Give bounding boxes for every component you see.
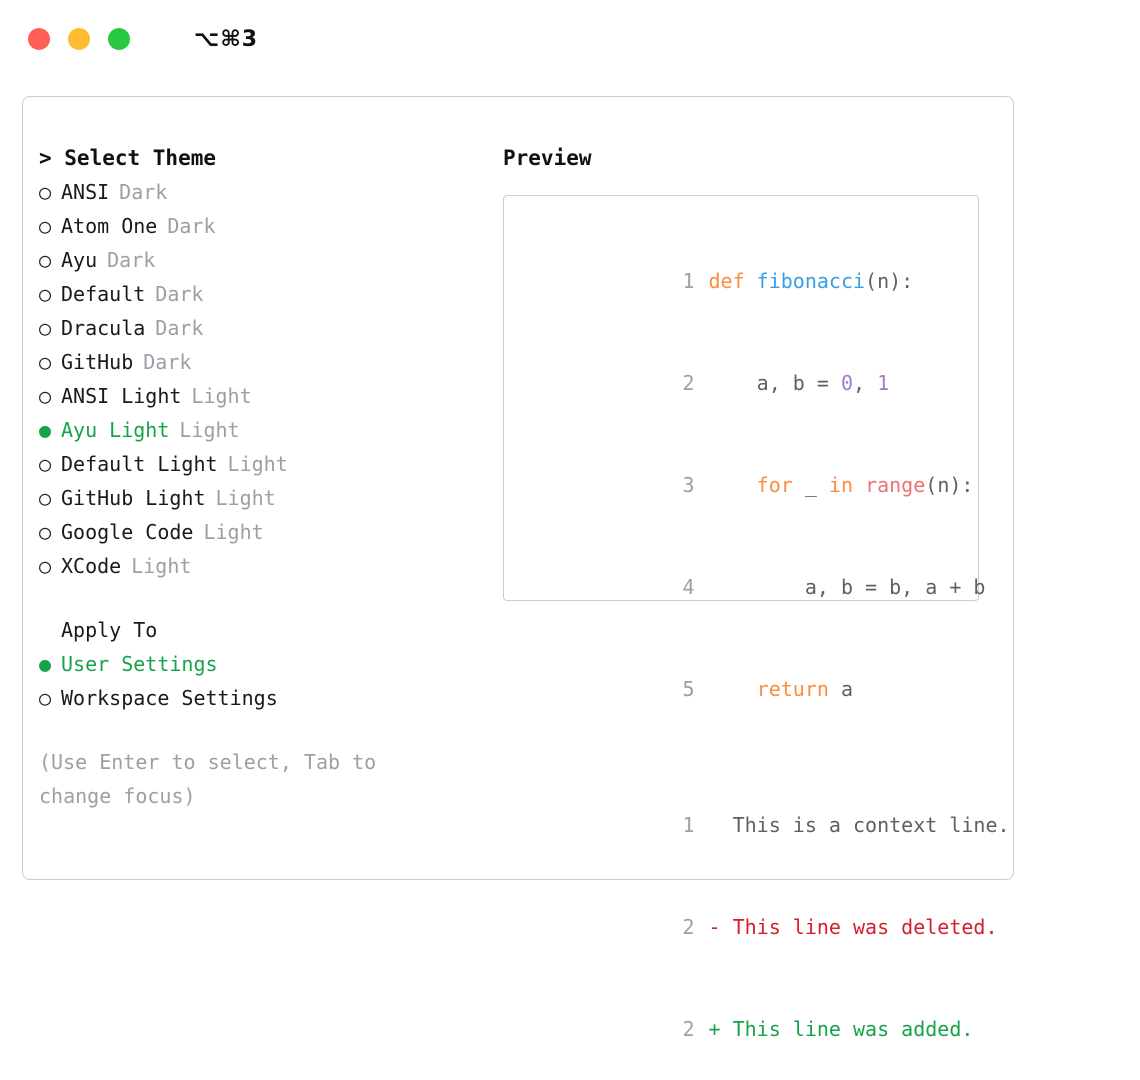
radio-icon: ○ — [39, 452, 52, 476]
theme-list-item[interactable] — [39, 311, 485, 345]
theme-list-item[interactable] — [39, 515, 485, 549]
theme-list-item[interactable] — [39, 549, 485, 583]
code-token — [709, 677, 757, 701]
code-token: fibonacci — [756, 269, 866, 293]
line-number: 2 — [682, 1017, 695, 1041]
theme-list-item[interactable] — [39, 481, 485, 515]
theme-list-item[interactable] — [39, 209, 485, 243]
radio-icon: ○ — [39, 350, 52, 374]
code-token: a, b = b, a + b — [708, 575, 986, 599]
radio-icon: ○ — [39, 384, 52, 408]
keyboard-hint: (Use Enter to select, Tab to change focus) — [39, 750, 377, 808]
theme-list-item[interactable] — [39, 175, 485, 209]
code-line — [526, 536, 986, 638]
code-token: 1 — [877, 371, 890, 395]
theme-name: ANSI Light — [61, 384, 182, 408]
radio-icon: ○ — [39, 282, 52, 306]
theme-name: GitHub Light — [61, 486, 206, 510]
code-token: (n): — [925, 473, 974, 497]
theme-variant: Light — [191, 384, 252, 408]
theme-list-item[interactable] — [39, 447, 485, 481]
code-token: range — [865, 473, 926, 497]
code-line — [526, 230, 978, 332]
theme-name: Atom One — [61, 214, 158, 238]
theme-variant: Light — [203, 520, 264, 544]
close-button[interactable] — [28, 28, 50, 50]
diff-line-added — [526, 978, 978, 1080]
theme-variant: Light — [131, 554, 192, 578]
theme-list-item[interactable] — [39, 243, 485, 277]
theme-list-item[interactable] — [39, 345, 485, 379]
diff-text: This line was deleted. — [720, 915, 998, 939]
theme-list-item[interactable] — [39, 277, 485, 311]
apply-option-workspace-settings[interactable] — [39, 681, 485, 715]
theme-variant: Dark — [119, 180, 168, 204]
apply-to-list[interactable] — [39, 647, 485, 715]
code-token: a, b = — [708, 371, 841, 395]
code-token: for — [756, 473, 793, 497]
diff-line-deleted — [526, 876, 998, 978]
theme-name: Default Light — [61, 452, 218, 476]
line-number: 2 — [682, 371, 695, 395]
theme-selection-column — [23, 141, 485, 813]
theme-variant: Dark — [155, 316, 204, 340]
code-token: 0 — [840, 371, 853, 395]
radio-icon: ○ — [39, 486, 52, 510]
spacer — [39, 583, 485, 613]
radio-selected-icon: ● — [39, 652, 52, 676]
theme-variant: Dark — [143, 350, 192, 374]
line-number: 2 — [682, 915, 695, 939]
theme-list[interactable] — [39, 175, 485, 583]
theme-list-item-selected[interactable] — [39, 413, 485, 447]
theme-name: Default — [61, 282, 146, 306]
code-line — [526, 638, 978, 740]
apply-to-heading: Apply To — [61, 618, 158, 642]
diff-sign — [709, 813, 721, 837]
code-token — [853, 473, 865, 497]
radio-icon: ○ — [39, 214, 52, 238]
preview-column — [485, 141, 1013, 1041]
apply-option-label: Workspace Settings — [61, 686, 278, 710]
apply-option-label: User Settings — [61, 652, 218, 676]
select-theme-heading: > Select Theme — [39, 146, 217, 170]
theme-variant: Light — [215, 486, 276, 510]
theme-variant: Dark — [107, 248, 156, 272]
theme-name: ANSI — [61, 180, 110, 204]
blank-line — [526, 740, 978, 774]
radio-icon: ○ — [39, 520, 52, 544]
radio-icon: ○ — [39, 248, 52, 272]
theme-name: Google Code — [61, 520, 194, 544]
code-token: in — [828, 473, 854, 497]
code-token: _ — [792, 473, 829, 497]
preview-box — [503, 195, 1010, 1041]
theme-variant: Dark — [155, 282, 204, 306]
code-token: def — [708, 269, 757, 293]
theme-list-item[interactable] — [39, 379, 485, 413]
line-number: 4 — [682, 575, 695, 599]
code-line — [526, 434, 978, 536]
diff-sign: + — [708, 1017, 721, 1041]
line-number: 1 — [682, 269, 695, 293]
diff-line-context — [526, 774, 1010, 876]
code-line — [526, 332, 978, 434]
diff-text: This line was added. — [720, 1017, 974, 1041]
code-token: (n): — [865, 269, 914, 293]
code-token: , — [853, 371, 878, 395]
radio-icon: ○ — [39, 686, 52, 710]
window-shortcut-label: ⌥⌘3 — [194, 26, 259, 52]
diff-text: This is a context line. — [720, 813, 1010, 837]
theme-variant: Light — [179, 418, 240, 442]
preview-heading: Preview — [503, 146, 592, 170]
theme-name: GitHub — [61, 350, 134, 374]
theme-name: Ayu — [61, 248, 98, 272]
theme-name: Ayu Light — [61, 418, 170, 442]
theme-variant: Light — [227, 452, 288, 476]
theme-name: Dracula — [61, 316, 146, 340]
radio-icon: ○ — [39, 316, 52, 340]
radio-icon: ○ — [39, 180, 52, 204]
code-token — [709, 473, 757, 497]
theme-picker-panel — [22, 96, 1014, 1041]
line-number: 1 — [682, 813, 695, 837]
theme-name: XCode — [61, 554, 122, 578]
apply-option-user-settings[interactable] — [39, 647, 485, 681]
minimize-button[interactable] — [68, 28, 90, 50]
zoom-button[interactable] — [108, 28, 130, 50]
radio-icon: ○ — [39, 554, 52, 578]
theme-variant: Dark — [167, 214, 216, 238]
title-bar — [0, 0, 1140, 78]
code-token: a — [828, 677, 854, 701]
line-number: 5 — [682, 677, 695, 701]
code-token: return — [756, 677, 829, 701]
line-number: 3 — [682, 473, 695, 497]
diff-sign: - — [708, 915, 721, 939]
radio-selected-icon: ● — [39, 418, 52, 442]
